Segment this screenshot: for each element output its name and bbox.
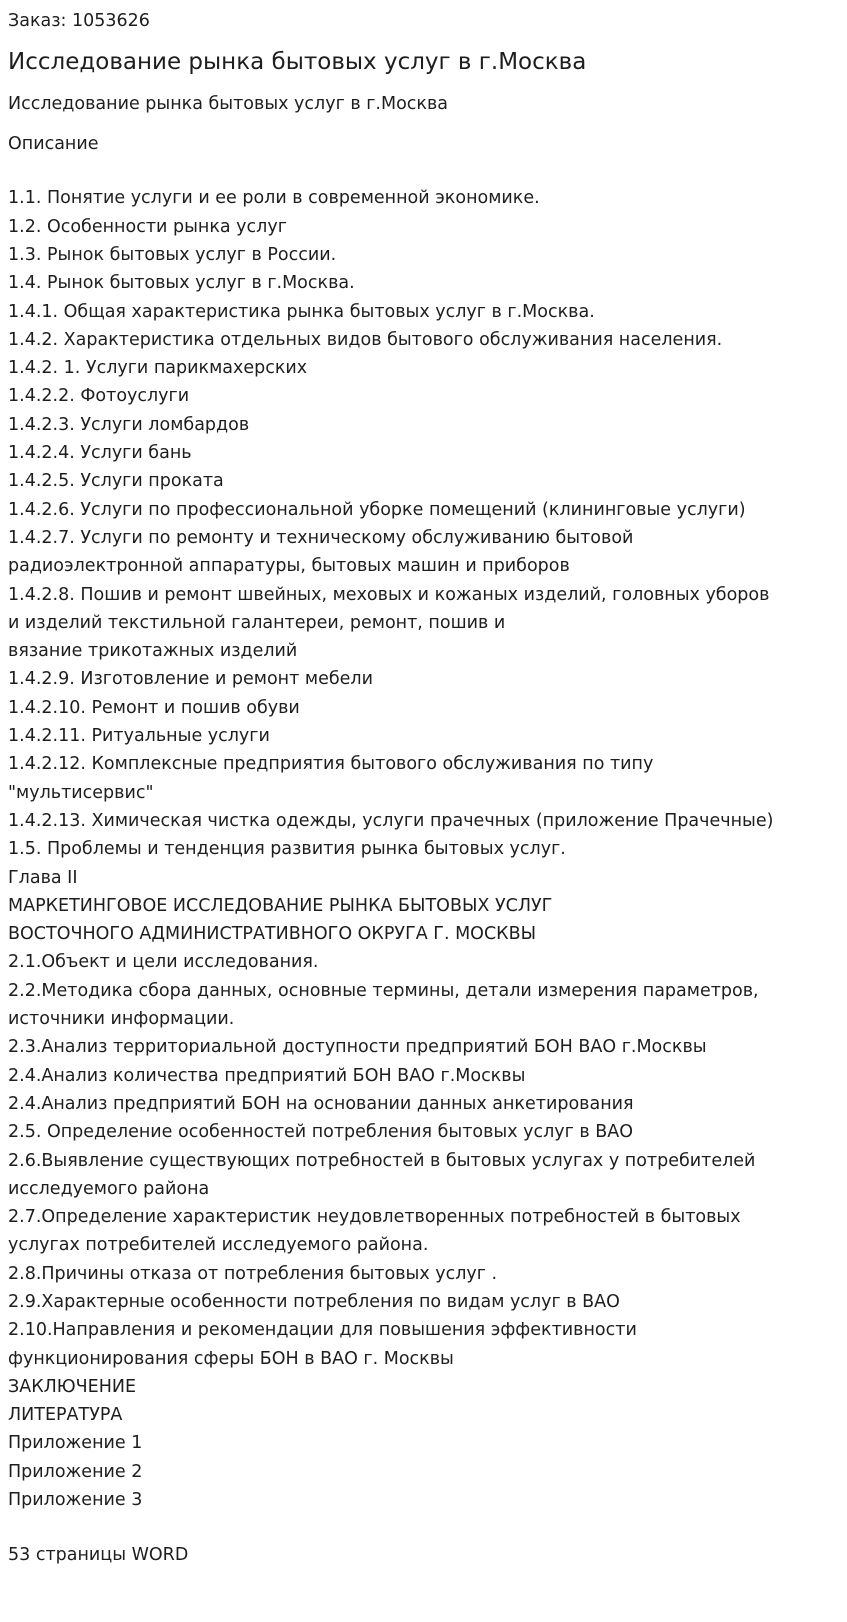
toc-line: Приложение 3 [8, 1490, 143, 1511]
toc-line: 2.7.Определение характеристик неудовлетворенных потребностей в бытовых [8, 1207, 741, 1228]
document-page [8, 0, 844, 1569]
description-label: Описание [8, 134, 99, 155]
toc-line: исследуемого района [8, 1178, 210, 1199]
toc-line: Приложение 2 [8, 1461, 143, 1482]
toc-line: Приложение 1 [8, 1433, 143, 1454]
toc-line: 1.4.2.5. Услуги проката [8, 471, 224, 492]
toc-line: 1.4.2.10. Ремонт и пошив обуви [8, 697, 300, 718]
toc-line: 1.4.2. Характеристика отдельных видов бытового обслуживания населения. [8, 329, 723, 350]
toc-line: 1.1. Понятие услуги и ее роли в современной экономике. [8, 188, 540, 209]
toc-line: вязание трикотажных изделий [8, 641, 298, 662]
toc-line: 1.4.2.7. Услуги по ремонту и техническому обслуживанию бытовой [8, 527, 634, 548]
toc-line: 1.4.2.13. Химическая чистка одежды, услуги прачечных (приложение Прачечные) [8, 810, 774, 831]
toc-line: 1.4.2.6. Услуги по профессиональной уборке помещений (клининговые услуги) [8, 499, 746, 520]
page-subtitle: Исследование рынка бытовых услуг в г.Москва [8, 94, 449, 115]
toc-line: 2.10.Направления и рекомендации для повышения эффективности [8, 1320, 637, 1341]
toc-line: 1.4.2.11. Ритуальные услуги [8, 726, 270, 747]
toc-line: 1.4.2.12. Комплексные предприятия бытового обслуживания по типу [8, 754, 654, 775]
toc-line: Глава II [8, 867, 78, 888]
toc-line: 1.4.2.2. Фотоуслуги [8, 386, 190, 407]
page-count: 53 страницы WORD [8, 1545, 189, 1566]
toc-line: 2.1.Объект и цели исследования. [8, 952, 319, 973]
toc-line: 1.4.2.8. Пошив и ремонт швейных, меховых и кожаных изделий, головных уборов [8, 584, 770, 605]
order-number: Заказ: 1053626 [8, 11, 150, 31]
page-title: Исследование рынка бытовых услуг в г.Москва [8, 49, 587, 75]
toc-line: источники информации. [8, 1009, 235, 1030]
toc-line: 2.4.Анализ количества предприятий БОН ВАО г.Москвы [8, 1065, 526, 1086]
toc-line: 1.4.2.9. Изготовление и ремонт мебели [8, 669, 373, 690]
toc-line: 2.2.Методика сбора данных, основные термины, детали измерения параметров, [8, 980, 759, 1001]
toc-line: функционирования сферы БОН в ВАО г. Москвы [8, 1348, 454, 1369]
toc-line: 2.5. Определение особенностей потребления бытовых услуг в ВАО [8, 1122, 634, 1143]
toc-line: ВОСТОЧНОГО АДМИНИСТРАТИВНОГО ОКРУГА Г. МОСКВЫ [8, 924, 537, 945]
toc-line: 2.8.Причины отказа от потребления бытовых услуг . [8, 1263, 498, 1284]
toc-line: 1.4.2.4. Услуги бань [8, 443, 192, 464]
toc-line: 1.2. Особенности рынка услуг [8, 216, 287, 237]
toc-line: 1.5. Проблемы и тенденция развития рынка бытовых услуг. [8, 839, 566, 860]
toc-line: "мультисервис" [8, 782, 154, 803]
toc-line: 1.4.2. 1. Услуги парикмахерских [8, 358, 308, 379]
toc-line: 1.4.2.3. Услуги ломбардов [8, 414, 250, 435]
toc-line: 2.9.Характерные особенности потребления по видам услуг в ВАО [8, 1291, 620, 1312]
toc-line: радиоэлектронной аппаратуры, бытовых машин и приборов [8, 556, 570, 577]
table-of-contents [8, 184, 844, 1514]
toc-line: 2.3.Анализ территориальной доступности предприятий БОН ВАО г.Москвы [8, 1037, 707, 1058]
toc-line: 2.6.Выявление существующих потребностей в бытовых услугах у потребителей [8, 1150, 756, 1171]
toc-line: 1.3. Рынок бытовых услуг в России. [8, 245, 337, 265]
toc-line: МАРКЕТИНГОВОЕ ИССЛЕДОВАНИЕ РЫНКА БЫТОВЫХ УСЛУГ [8, 895, 553, 916]
toc-line: 1.4.1. Общая характеристика рынка бытовых услуг в г.Москва. [8, 301, 595, 322]
toc-line: 2.4.Анализ предприятий БОН на основании данных анкетирования [8, 1093, 634, 1114]
toc-line: ЛИТЕРАТУРА [8, 1405, 123, 1426]
toc-line: и изделий текстильной галантереи, ремонт, пошив и [8, 612, 506, 633]
toc-line: 1.4. Рынок бытовых услуг в г.Москва. [8, 273, 355, 294]
toc-line: ЗАКЛЮЧЕНИЕ [8, 1376, 137, 1397]
toc-line: услугах потребителей исследуемого района. [8, 1235, 429, 1256]
